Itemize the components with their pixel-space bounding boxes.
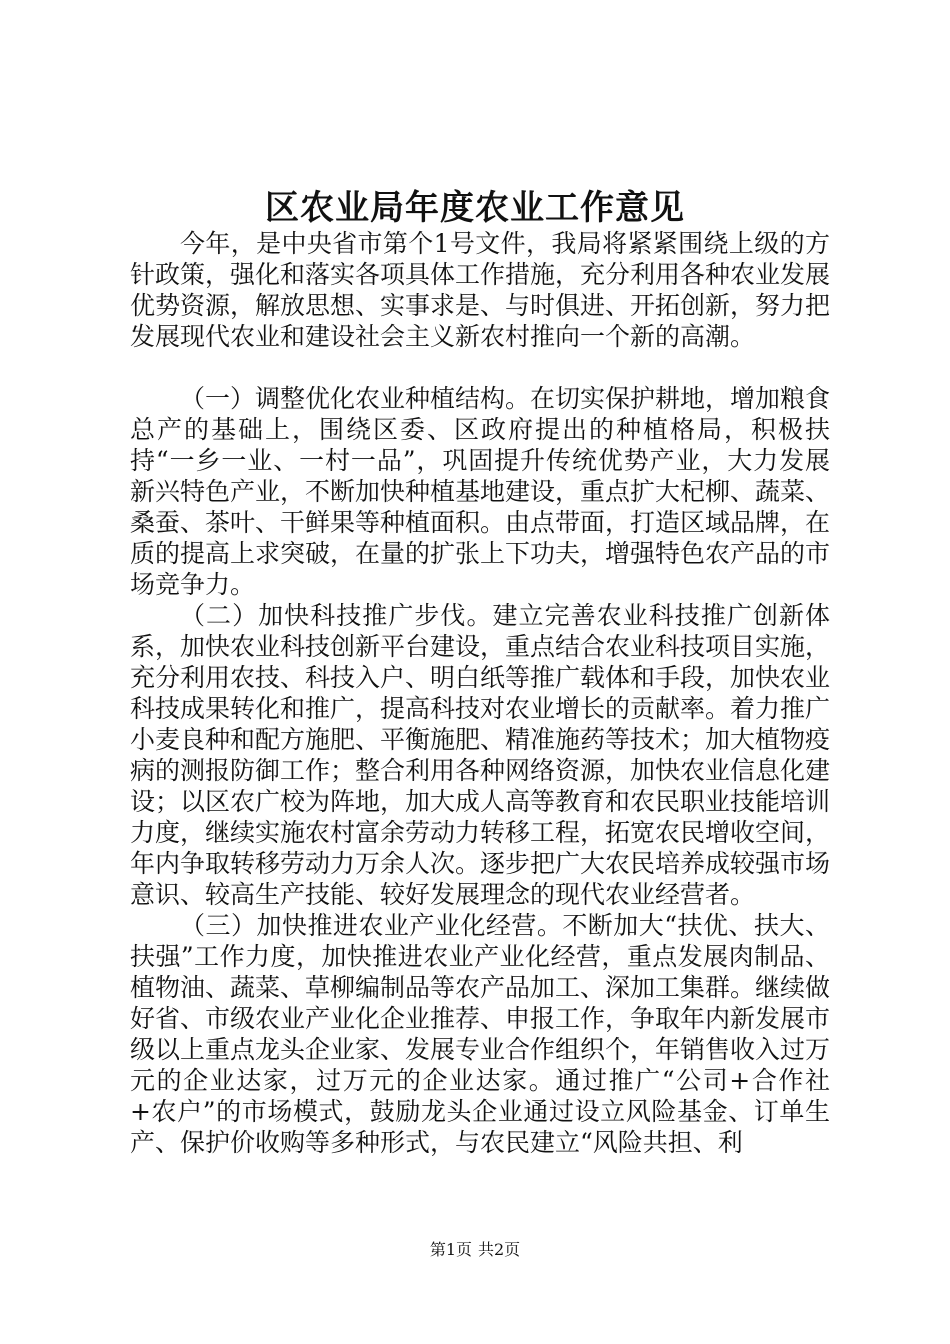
- section-2-paragraph: （二）加快科技推广步伐。建立完善农业科技推广创新体系，加快农业科技创新平台建设，重点结合农业科技项目实施，充分利用农技、科技入户、明白纸等推广载体和手段，加快农业科技成果转化和推广，提高科技对农业增长的贡献率。着力推广小麦良种和配方施肥、平衡施肥、精准施药等技术；加大植物疫病的测报防御工作；整合利用各种网络资源，加快农业信息化建设；以区农广校为阵地，加大成人高等教育和农民职业技能培训力度，继续实施农村富余劳动力转移工程，拓宽农民增收空间，年内争取转移劳动力万余人次。逐步把广大农民培养成较强市场意识、较高生产技能、较好发展理念的现代农业经营者。: [130, 601, 831, 909]
- paragraph-spacer: [130, 352, 830, 383]
- page-number: 第1页: [429, 1240, 472, 1259]
- page-footer: [0, 1239, 950, 1261]
- page-total: 共2页: [478, 1240, 521, 1259]
- intro-paragraph: 今年，是中央省市第个1号文件，我局将紧紧围绕上级的方针政策，强化和落实各项具体工作措施，充分利用各种农业发展优势资源，解放思想、实事求是、与时俱进、开拓创新，努力把发展现代农业和建设社会主义新农村推向一个新的高潮。: [130, 229, 831, 351]
- section-1-paragraph: （一）调整优化农业种植结构。在切实保护耕地，增加粮食总产的基础上，围绕区委、区政府提出的种植格局，积极扶持“一乡一业、一村一品”，巩固提升传统优势产业，大力发展新兴特色产业，不断加快种植基地建设，重点扩大杞柳、蔬菜、桑蚕、茶叶、干鲜果等种植面积。由点带面，打造区域品牌，在质的提高上求突破，在量的扩张上下功夫，增强特色农产品的市场竞争力。: [130, 384, 831, 599]
- document-body: [130, 228, 830, 1158]
- section-3-paragraph: （三）加快推进农业产业化经营。不断加大“扶优、扶大、扶强”工作力度，加快推进农业产业化经营，重点发展肉制品、植物油、蔬菜、草柳编制品等农产品加工、深加工集群。继续做好省、市级农业产业化企业推荐、申报工作，争取年内新发展市级以上重点龙头企业家、发展专业合作组织个，年销售收入过万元的企业达家，过万元的企业达家。通过推广“公司+合作社+农户”的市场模式，鼓励龙头企业通过设立风险基金、订单生产、保护价收购等多种形式，与农民建立“风险共担、利: [130, 911, 831, 1157]
- document-title: 区农业局年度农业工作意见: [265, 188, 685, 228]
